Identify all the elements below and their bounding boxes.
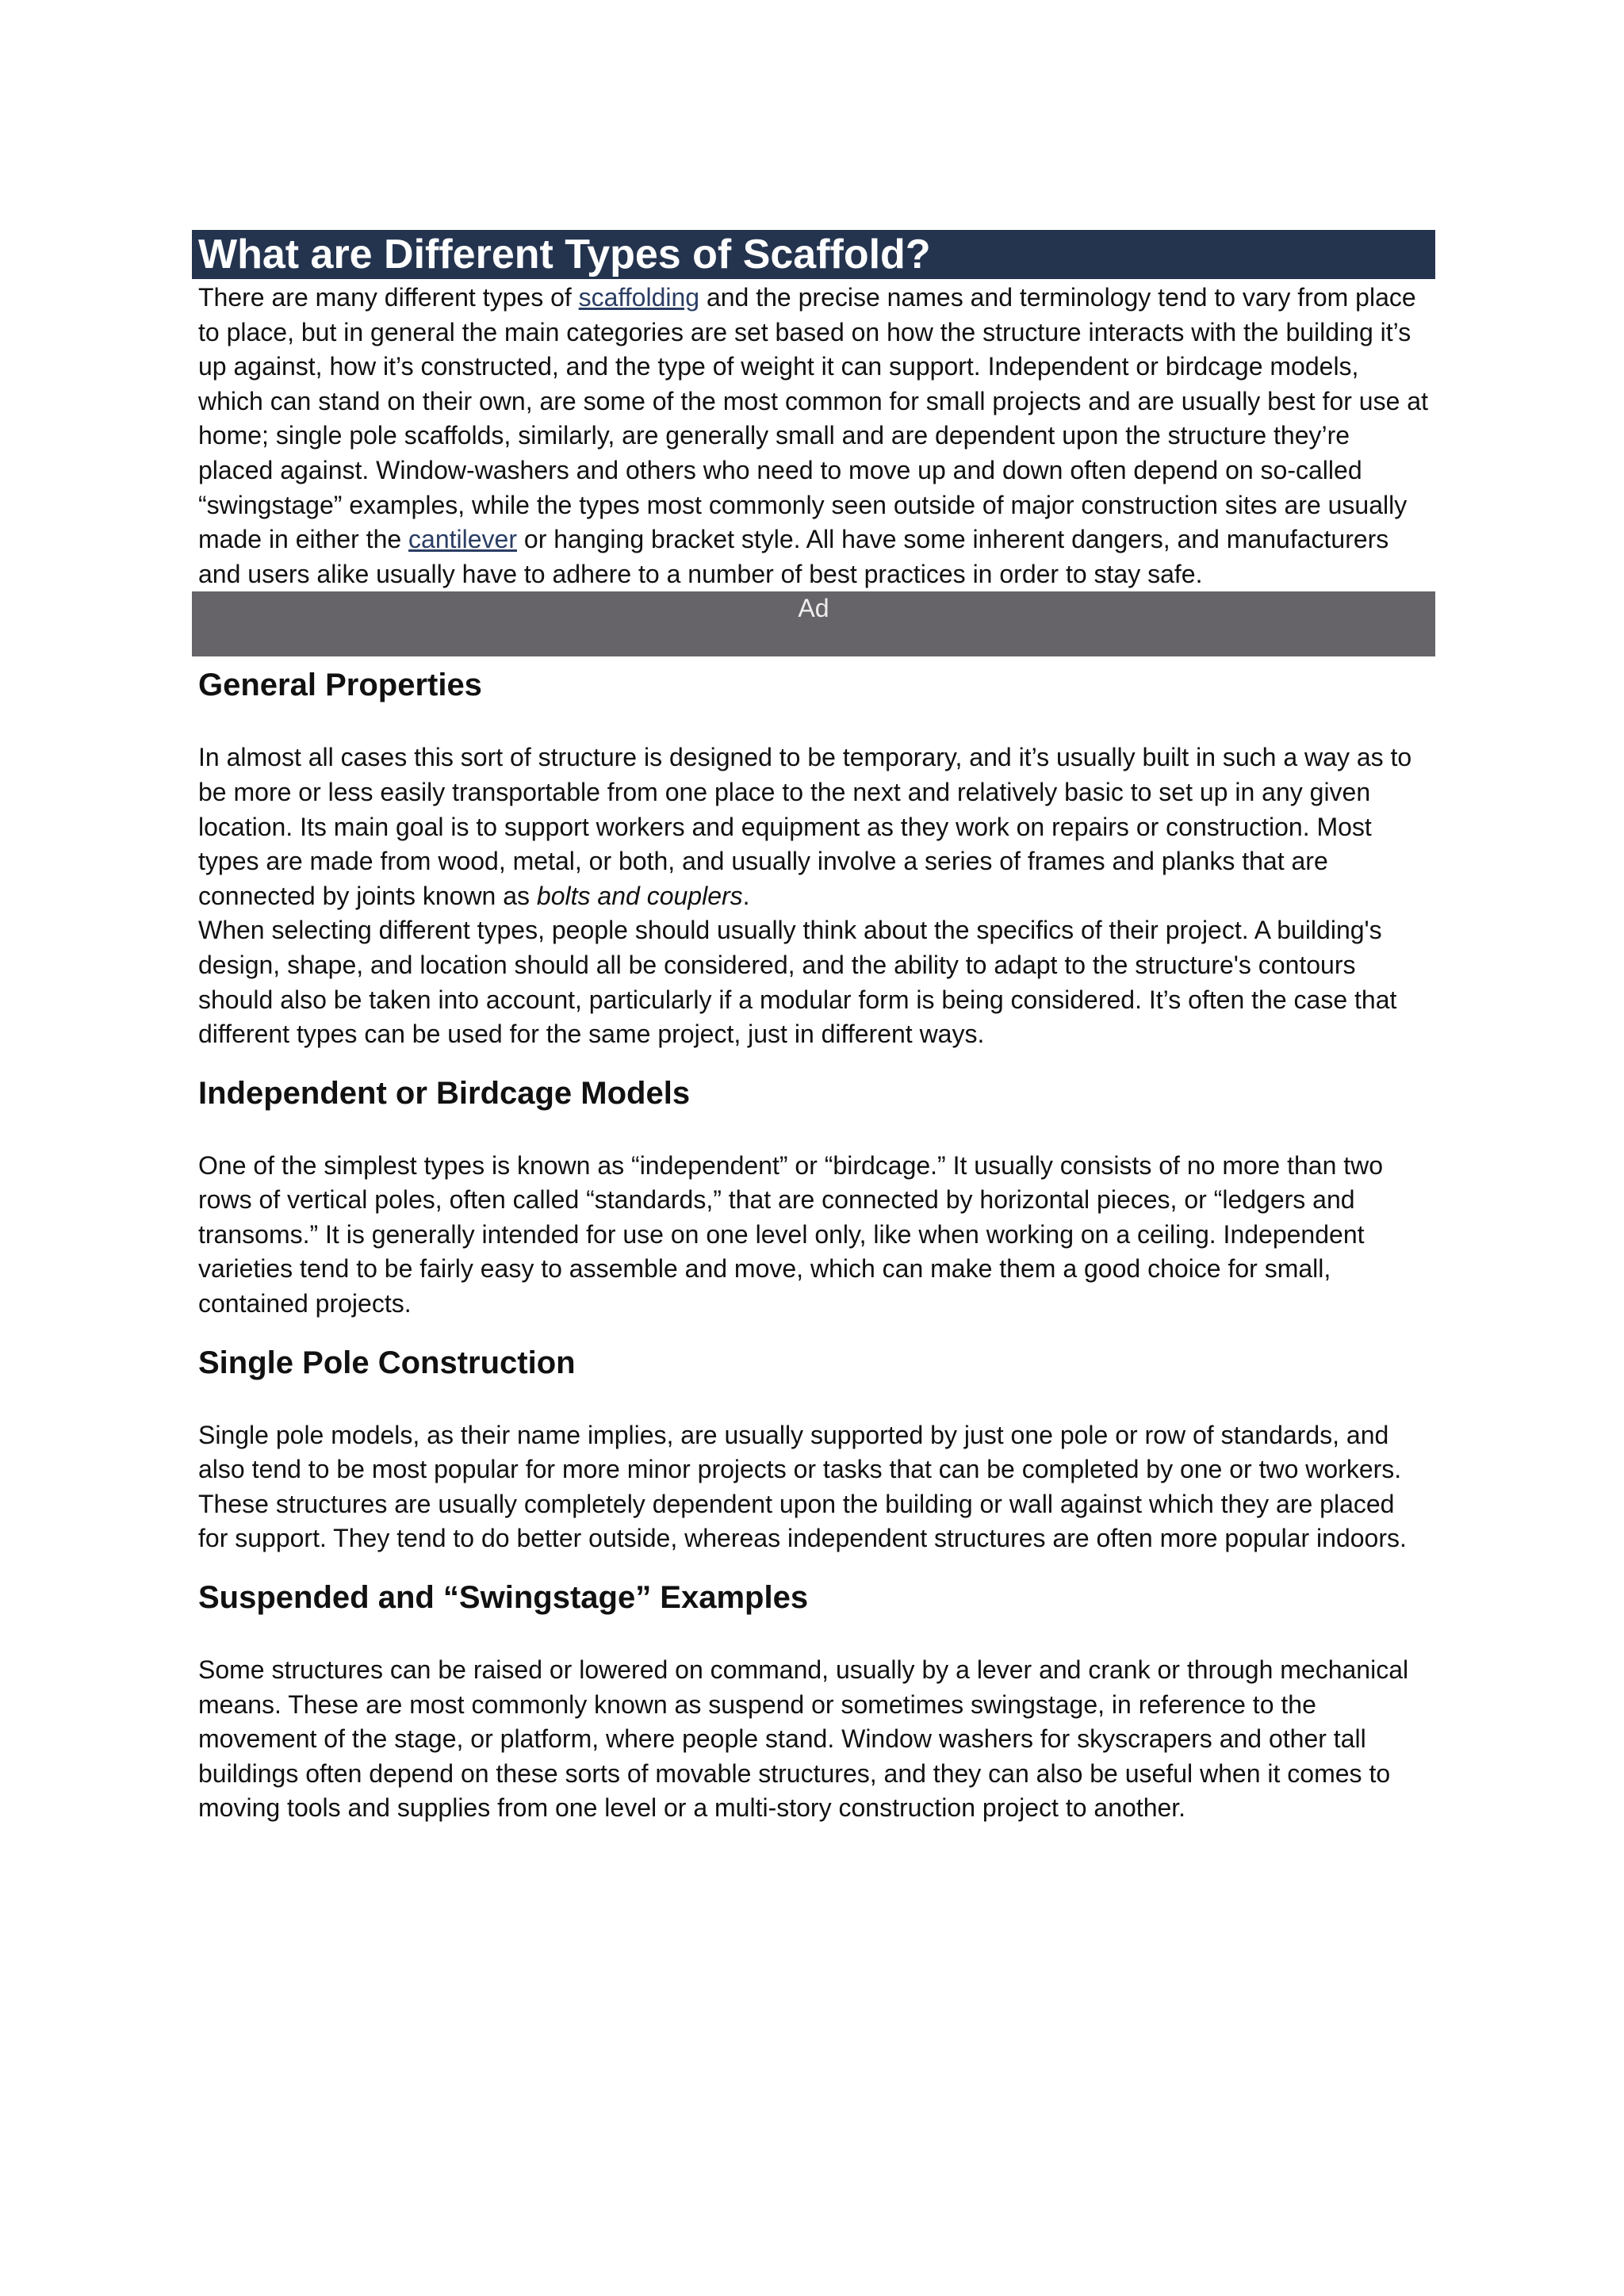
intro-text-2: and the precise names and terminology tend to vary from place to place, but in general the main categories are set based on how the structure interacts with the building it’s up against, how it’s constructed, and the type of weight it can support. Independent or birdcage models, which can stand on their own, are some of the most common for small projects and are usually best for use at home; single pole scaffolds, similarly, are generally small and are dependent upon the structure they’re placed against. Window-washers and others who need to move up and down often depend on so-called “swingstage” examples, while the types most commonly seen outside of major construction sites are usually made in either the	[198, 283, 1428, 554]
ad-banner[interactable]	[192, 591, 1435, 656]
general-properties-text: In almost all cases this sort of structure is designed to be temporary, and it’s usually built in such a way as to be more or less easily transportable from one place to the next and relatively basic to set up in any given location. Its main goal is to support workers and equipment as they work on repairs or construction. Most types are made from wood, metal, or both, and usually involve a series of frames and planks that are connected by joints known as	[198, 743, 1412, 910]
section-heading-independent-birdcage: Independent or Birdcage Models	[198, 1075, 691, 1111]
ad-label: Ad	[798, 594, 829, 623]
section-heading-suspended-swingstage: Suspended and “Swingstage” Examples	[198, 1580, 809, 1616]
page-title: What are Different Types of Scaffold?	[192, 230, 1435, 279]
independent-birdcage-paragraph: One of the simplest types is known as “independent” or “birdcage.” It usually consists of no more than two rows of vertical poles, often called “standards,” that are connected by horizontal pieces, or “ledgers and transoms.” It is generally intended for use on one level only, like when working on a ceiling. Independent varieties tend to be fairly easy to assemble and move, which can make them a good choice for small, contained projects.	[198, 1150, 1384, 1318]
intro-text-1: There are many different types of	[198, 283, 579, 312]
bolts-and-couplers-term: bolts and couplers	[536, 881, 743, 910]
general-properties-paragraph-1	[192, 740, 1435, 913]
cantilever-link[interactable]: cantilever	[408, 525, 517, 554]
single-pole-paragraph: Single pole models, as their name implies, are usually supported by just one pole or row of standards, and also tend to be most popular for more minor projects or tasks that can be completed by one or two workers. These structures are usually completely dependent upon the building or wall against which they are placed for support. They tend to do better outside, whereas independent structures are often more popular indoors.	[198, 1420, 1407, 1553]
section-heading-single-pole: Single Pole Construction	[198, 1345, 576, 1380]
intro-paragraph	[192, 281, 1435, 591]
article	[192, 230, 1435, 1826]
intro-text-3: or hanging bracket style. All have some inherent dangers, and manufacturers and users alike usually have to adhere to a number of best practices in order to stay safe.	[198, 525, 1389, 588]
general-properties-paragraph-2: When selecting different types, people should usually think about the specifics of their project. A building's design, shape, and location should all be considered, and the ability to adapt to the structure's contours should also be taken into account, particularly if a modular form is being considered. It’s often the case that different types can be used for the same project, just in different ways.	[198, 916, 1397, 1049]
suspended-swingstage-paragraph: Some structures can be raised or lowered on command, usually by a lever and crank or through mechanical means. These are most commonly known as suspend or sometimes swingstage, in reference to the movement of the stage, or platform, where people stand. Window washers for skyscrapers and other tall buildings often depend on these sorts of movable structures, and they can also be useful when it comes to moving tools and supplies from one level or a multi-story construction project to another.	[198, 1655, 1409, 1823]
section-heading-general-properties: General Properties	[198, 668, 482, 703]
general-properties-text-end: .	[742, 881, 750, 910]
scaffolding-link[interactable]: scaffolding	[578, 283, 700, 312]
